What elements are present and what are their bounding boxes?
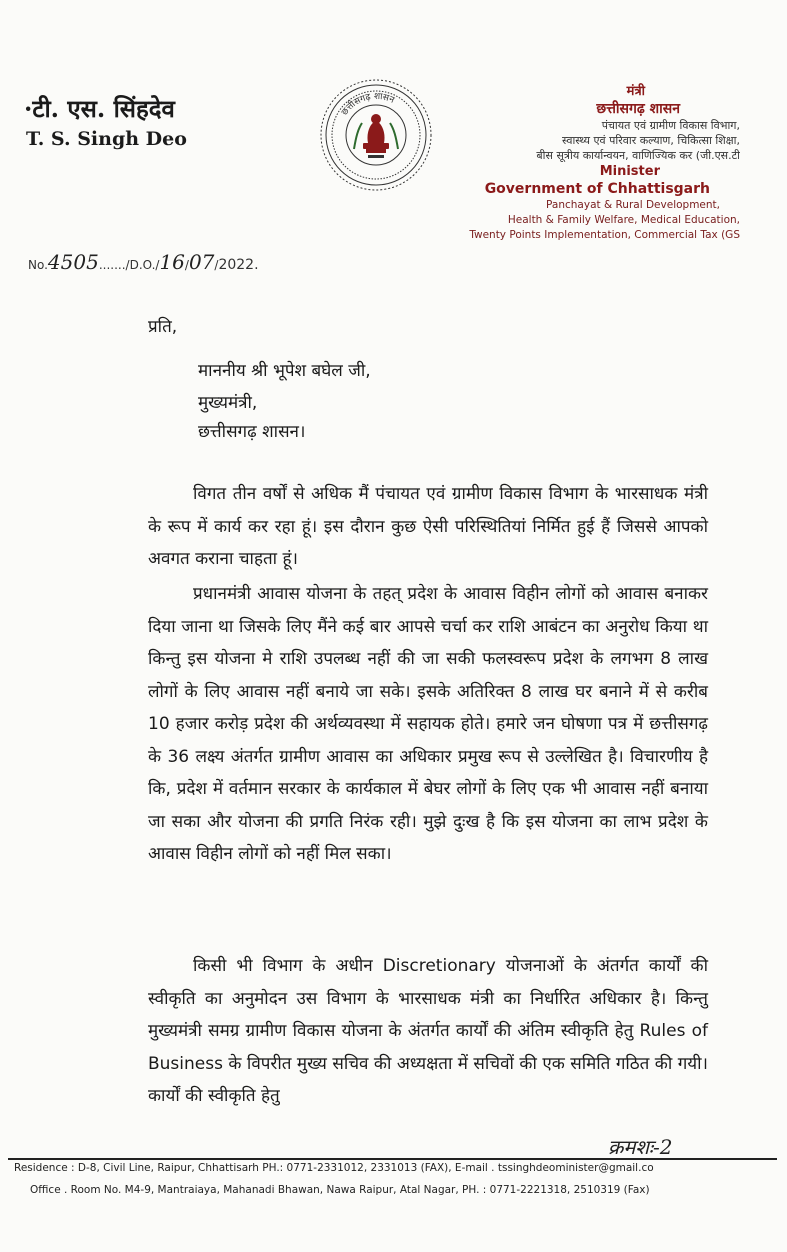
paragraph-1 [148,478,708,576]
portfolio-english-line: Panchayat & Rural Development, [546,199,720,211]
svg-text:छत्तीसगढ़ शासन [340,92,397,118]
reference-month: 07 [188,250,215,274]
salutation: प्रति, [148,317,178,337]
reference-number: 4505 [47,250,99,274]
sender-name-hindi: ·टी. एस. सिंहदेव [24,94,175,123]
addressee-line: छत्तीसगढ़ शासन। [198,422,306,442]
portfolio-hindi-line: स्वास्थ्य एवं परिवार कल्याण, चिकित्सा शिक्षा, [562,134,740,147]
portfolio-hindi-line: पंचायत एवं ग्रामीण विकास विभाग, [601,119,740,132]
continuation-mark: क्रमशः-2 [608,1135,673,1159]
footer-divider [8,1158,777,1160]
addressee-line: मुख्यमंत्री, [198,393,258,413]
paragraph-1-text: विगत तीन वर्षों से अधिक मैं पंचायत एवं ग्रामीण विकास विभाग के भारसाधक मंत्री के रूप में कार्य कर रहा हूं। इस दौरान कुछ ऐसी परिस्थितियां निर्मित हुई हैं जिससे आपको अवगत कराना चाहता हूं। [148,484,708,569]
portfolio-english-line: Twenty Points Implementation, Commercial Tax (GS [469,229,740,241]
reference-no-label: No. [28,258,48,272]
footer-office: Office . Room No. M4-9, Mantraiaya, Mahanadi Bhawan, Nawa Raipur, Atal Nagar, PH. : 0771-2221318, 2510319 (Fax) [30,1184,650,1196]
government-hindi: छत्तीसगढ़ शासन [596,101,680,117]
paragraph-3-text: किसी भी विभाग के अधीन Discretionary योजनाओं के अंतर्गत कार्यों की स्वीकृति का अनुमोदन उस विभाग के भारसाधक मंत्री का निर्धारित अधिकार है। किन्तु मुख्यमंत्री समग्र ग्रामीण विकास योजना के अंतर्गत कार्यों की अंतिम स्वीकृति हेतु Rules of Business के विपरीत मुख्य सचिव की अध्यक्षता में सचिवों की एक समिति गठित की गयी। कार्यों की स्वीकृति हेतु [148,956,708,1106]
minister-designation-block [440,83,740,243]
sender-name-english: T. S. Singh Deo [26,128,187,150]
paragraph-2 [148,578,708,871]
reference-do-label: /D.O./ [125,258,160,272]
emblem-ring-text: छत्तीसगढ़ शासन [339,91,396,118]
portfolio-hindi-line: बीस सूत्रीय कार्यान्वयन, वाणिज्यिक कर (जी.एस.टी [536,149,740,162]
addressee-line: माननीय श्री भूपेश बघेल जी, [198,361,371,381]
paragraph-2-text: प्रधानमंत्री आवास योजना के तहत् प्रदेश के आवास विहीन लोगों को आवास बनाकर दिया जाना था जिसके लिए मैंने कई बार आपसे चर्चा कर राशि आबंटन का अनुरोध किया था किन्तु इस योजना मे राशि उपलब्ध नहीं की जा सकी फलस्वरूप प्रदेश के लगभग 8 लाख लोगों के लिए आवास नहीं बनाये जा सके। इसके अतिरिक्त 8 लाख घर बनाने में से करीब 10 हजार करोड़ प्रदेश की अर्थव्यवस्था में सहायक होते। हमारे जन घोषणा पत्र में छत्तीसगढ़ के 36 लक्ष्य अंतर्गत ग्रामीण आवास का अधिकार प्रमुख रूप से उल्लेखित है। विचारणीय है कि, प्रदेश में वर्तमान सरकार के कार्यकाल में बेघर लोगों के लिए एक भी आवास नहीं बनाया जा सका और योजना की प्रगति निरंक रही। मुझे दुःख है कि इस योजना का लाभ प्रदेश के आवास विहीन लोगों को नहीं मिल सका। [148,584,708,864]
government-emblem-icon [318,77,434,193]
footer-residence: Residence : D-8, Civil Line, Raipur, Chhattisarh PH.: 0771-2331012, 2331013 (FAX), E-mail . tssinghdeominister@gmail.co [14,1162,654,1174]
reference-day: 16 [159,250,185,274]
reference-year: 2022. [218,257,259,273]
designation-english: Minister [599,164,660,179]
designation-hindi: मंत्री [626,84,645,99]
government-english: Government of Chhattisgarh [484,181,710,197]
reference-line: No.4505......./D.O./16/07/2022. [28,250,259,274]
paragraph-3 [148,950,708,1113]
portfolio-english-line: Health & Family Welfare, Medical Education, [507,214,740,226]
